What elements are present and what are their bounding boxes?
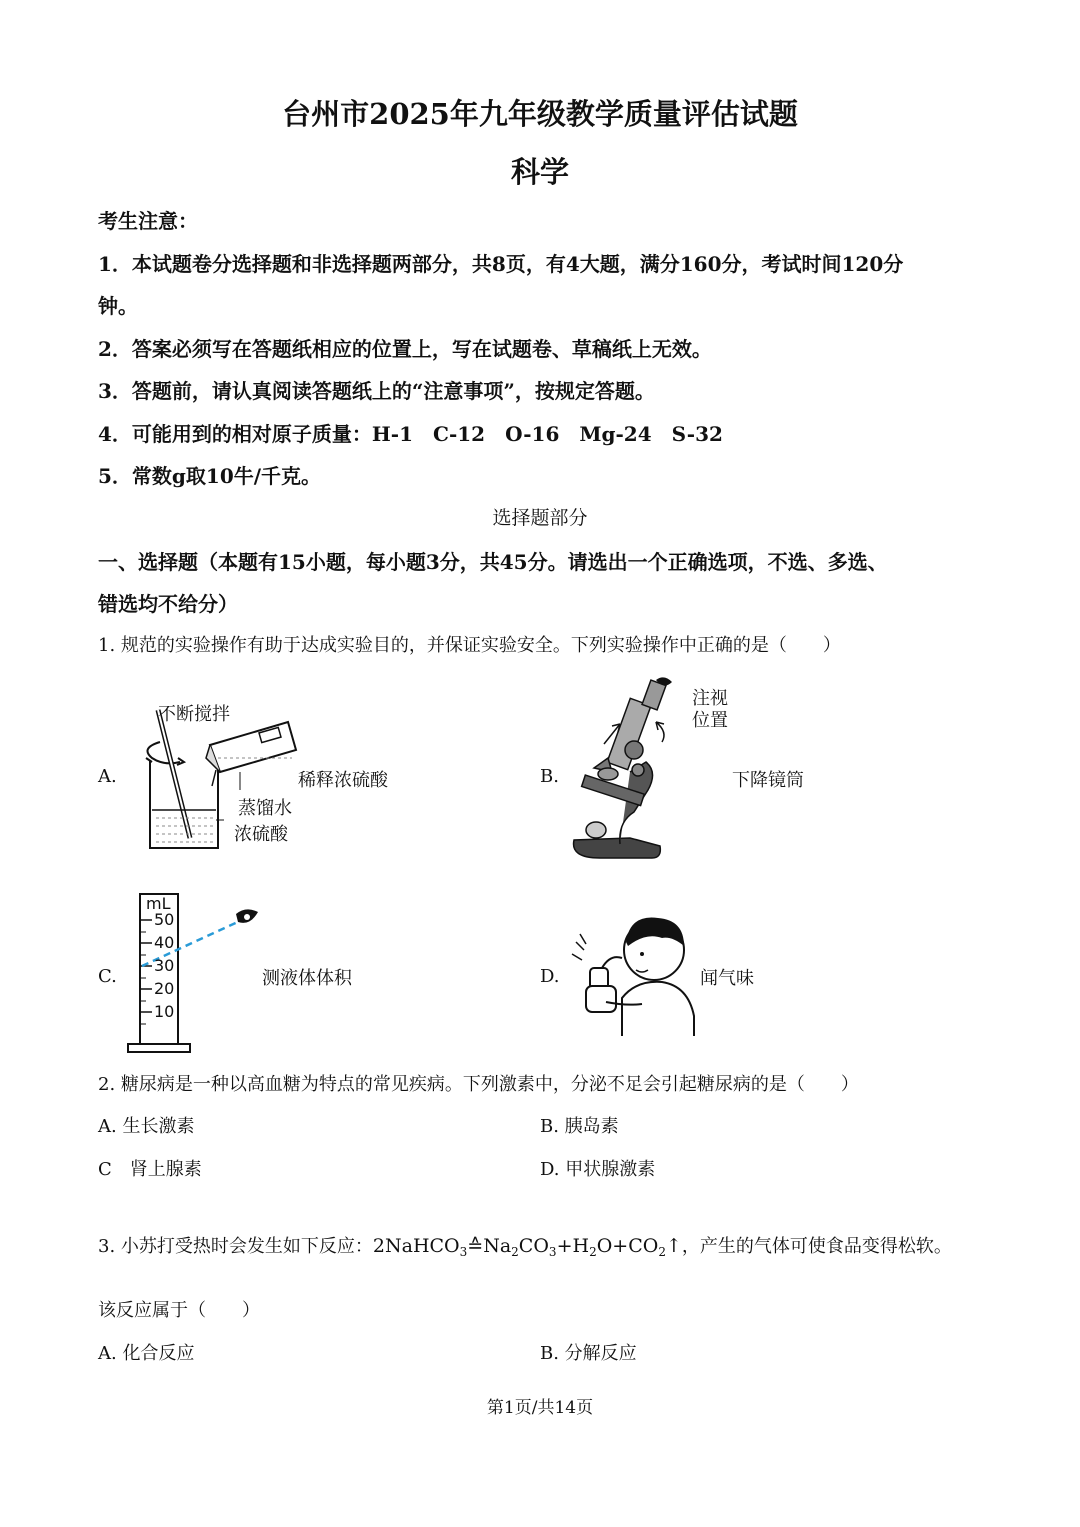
label-dilute: 稀释浓硫酸	[298, 770, 388, 791]
notice-heading: 考生注意：	[98, 209, 198, 233]
formula-sub: 2	[511, 1245, 519, 1259]
smell-gas-figure	[566, 906, 702, 1042]
label-lower-tube: 下降镜筒	[732, 770, 804, 791]
q2-option-b: B. 胰岛素	[540, 1116, 619, 1137]
notice-item: 4．可能用到的相对原子质量：H-1 C-12 O-16 Mg-24 S-32	[98, 422, 723, 446]
section-heading: 错选均不给分）	[98, 592, 238, 616]
formula-sub: 2	[658, 1245, 666, 1259]
notice-item: 钟。	[98, 294, 138, 318]
notice-item: 1．本试题卷分选择题和非选择题两部分，共8页，有4大题，满分160分，考试时间120分	[98, 252, 904, 276]
q3-option-a: A. 化合反应	[98, 1343, 195, 1364]
q2-option-c: C 肾上腺素	[98, 1159, 202, 1180]
option-c-letter: C.	[98, 966, 117, 987]
part-title: 选择题部分	[492, 507, 588, 529]
formula-part: 2NaHCO	[372, 1235, 460, 1257]
formula-plus: +	[612, 1235, 629, 1257]
q3-stem-suffix: ，产生的气体可使食品变得松软。	[681, 1236, 952, 1257]
label-position: 位置	[692, 710, 728, 731]
notice-item: 3．答题前，请认真阅读答题纸上的“注意事项”，按规定答题。	[98, 379, 655, 403]
label-stir: 不断搅拌	[158, 704, 230, 725]
subject-title: 科学	[510, 155, 569, 189]
label-water: 蒸馏水	[238, 798, 292, 819]
cylinder-unit: mL	[146, 894, 171, 913]
question-3-stem	[98, 1232, 952, 1259]
formula-part: O	[596, 1235, 613, 1257]
section-heading: 一、选择题（本题有15小题，每小题3分，共45分。请选出一个正确选项，不选、多选、	[98, 550, 888, 574]
tick-label: 10	[154, 1002, 175, 1021]
label-watch: 注视	[692, 688, 728, 709]
gas-arrow-icon: ↑	[665, 1235, 682, 1257]
option-a-letter: A.	[98, 766, 117, 787]
page-footer: 第1页/共14页	[486, 1398, 594, 1418]
microscope-figure	[560, 672, 700, 877]
notice-item: 5．常数g取10牛/千克。	[98, 464, 322, 488]
question-1-stem: 1. 规范的实验操作有助于达成实验目的，并保证实验安全。下列实验操作中正确的是（ ）	[98, 635, 841, 656]
notice-item: 2．答案必须写在答题纸相应的位置上，写在试题卷、草稿纸上无效。	[98, 337, 712, 361]
formula-sub: 2	[589, 1245, 597, 1259]
formula-sub: 3	[548, 1245, 557, 1259]
option-d-letter: D.	[540, 966, 560, 987]
exam-title: 台州市2025年九年级教学质量评估试题	[282, 97, 798, 131]
tick-label: 30	[154, 956, 175, 975]
option-b-letter: B.	[540, 766, 559, 787]
formula-part: CO	[628, 1235, 659, 1257]
label-acid: 浓硫酸	[234, 824, 288, 845]
q2-option-a: A. 生长激素	[98, 1116, 195, 1137]
question-2-stem: 2. 糖尿病是一种以高血糖为特点的常见疾病。下列激素中，分泌不足会引起糖尿病的是（ ）	[98, 1074, 859, 1095]
q3-stem-prefix: 3. 小苏打受热时会发生如下反应：	[98, 1236, 373, 1257]
q3-option-b: B. 分解反应	[540, 1343, 637, 1364]
graduated-cylinder-figure	[124, 892, 264, 1058]
q2-option-d: D. 甲状腺激素	[540, 1159, 656, 1180]
tick-label: 20	[154, 979, 175, 998]
chemical-equation	[373, 1235, 682, 1257]
label-smell: 闻气味	[700, 968, 754, 989]
formula-part: CO	[518, 1235, 549, 1257]
formula-plus: +	[556, 1235, 573, 1257]
label-measure-volume: 测液体体积	[262, 968, 352, 989]
formula-sub: 3	[459, 1245, 468, 1259]
formula-part: H	[572, 1235, 590, 1257]
tick-label: 50	[154, 910, 175, 929]
formula-heat-equals: ≙	[467, 1235, 484, 1257]
q3-line2: 该反应属于（ ）	[98, 1300, 260, 1321]
formula-part: Na	[483, 1235, 512, 1257]
tick-label: 40	[154, 933, 175, 952]
